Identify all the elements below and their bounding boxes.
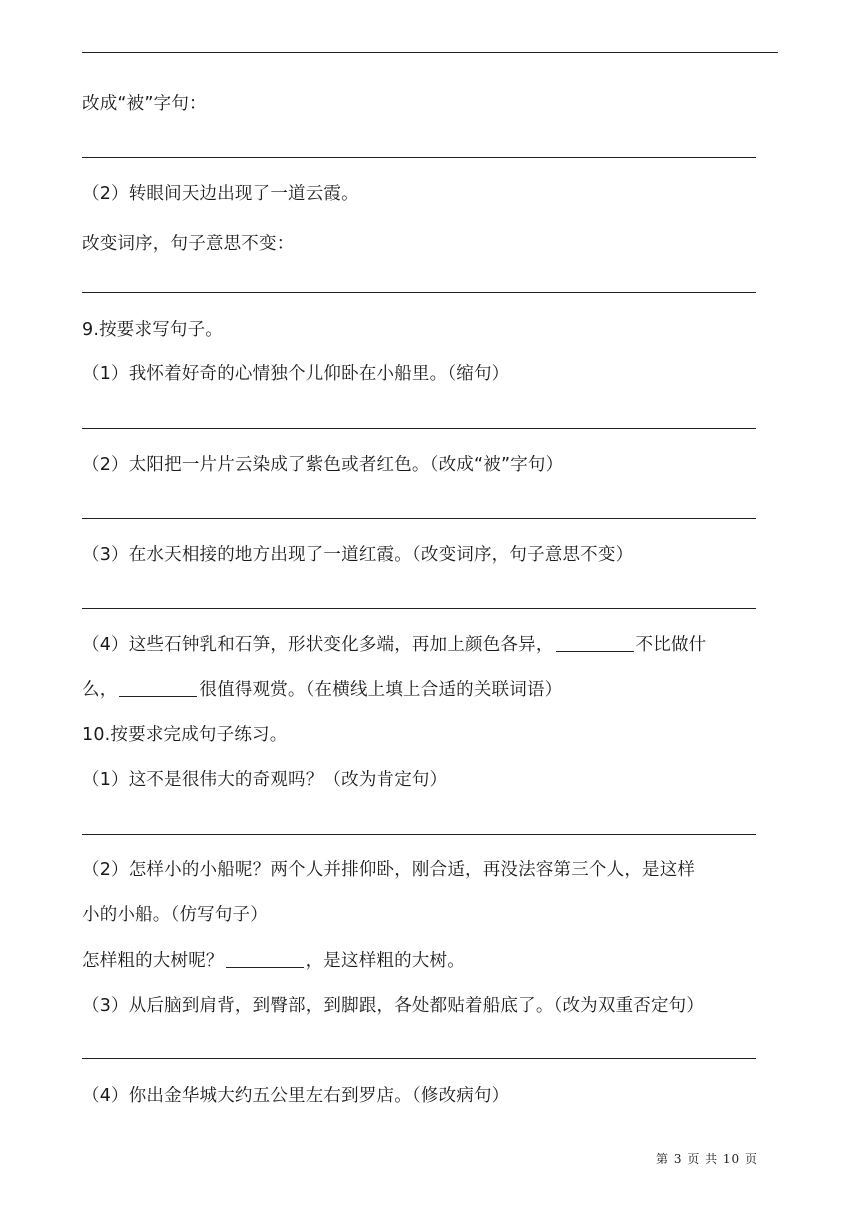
question-line: （2）怎样小的小船呢？两个人并排仰卧，刚合适，再没法容第三个人，是这样 bbox=[82, 860, 696, 880]
instruction-line: 改成“被”字句： bbox=[82, 94, 207, 114]
question-line: （1）我怀着好奇的心情独个儿仰卧在小船里。（缩句） bbox=[82, 364, 510, 384]
answer-line[interactable] bbox=[82, 608, 756, 609]
question-line: （2）太阳把一片片云染成了紫色或者红色。（改成“被”字句） bbox=[82, 455, 564, 475]
answer-line[interactable] bbox=[82, 518, 756, 519]
instruction-line: 改变词序，句子意思不变： bbox=[82, 234, 295, 254]
question-line: （1）这不是很伟大的奇观吗？（改为肯定句） bbox=[82, 770, 448, 790]
question-line: （3）在水天相接的地方出现了一道红霞。（改变词序，句子意思不变） bbox=[82, 545, 634, 565]
answer-line[interactable] bbox=[82, 834, 756, 835]
fill-blank[interactable] bbox=[226, 949, 304, 968]
answer-line[interactable] bbox=[82, 1058, 756, 1059]
fill-blank[interactable] bbox=[556, 633, 634, 652]
answer-line[interactable] bbox=[82, 292, 756, 293]
question-line: （4）你出金华城大约五公里左右到罗店。（修改病句） bbox=[82, 1086, 510, 1106]
section-heading: 9.按要求写句子。 bbox=[82, 320, 223, 340]
answer-line[interactable] bbox=[82, 428, 756, 429]
answer-line[interactable] bbox=[82, 157, 756, 158]
question-line: （3）从后脑到肩背，到臀部，到脚跟，各处都贴着船底了。（改为双重否定句） bbox=[82, 996, 705, 1016]
section-heading: 10.按要求完成句子练习。 bbox=[82, 725, 288, 745]
page-number: 第 3 页 共 10 页 bbox=[656, 1152, 758, 1166]
question-line: （2）转眼间天边出现了一道云霞。 bbox=[82, 184, 359, 204]
header-rule bbox=[82, 52, 778, 53]
fill-blank[interactable] bbox=[119, 678, 197, 697]
question-line: （4）这些石钟乳和石笋，形状变化多端，再加上颜色各异， 不比做什 bbox=[82, 635, 707, 655]
question-line: 小的小船。（仿写句子） bbox=[82, 905, 268, 925]
question-line: 么， 很值得观赏。（在横线上填上合适的关联词语） bbox=[82, 680, 563, 700]
question-line: 怎样粗的大树呢？ ，是这样粗的大树。 bbox=[82, 951, 465, 971]
